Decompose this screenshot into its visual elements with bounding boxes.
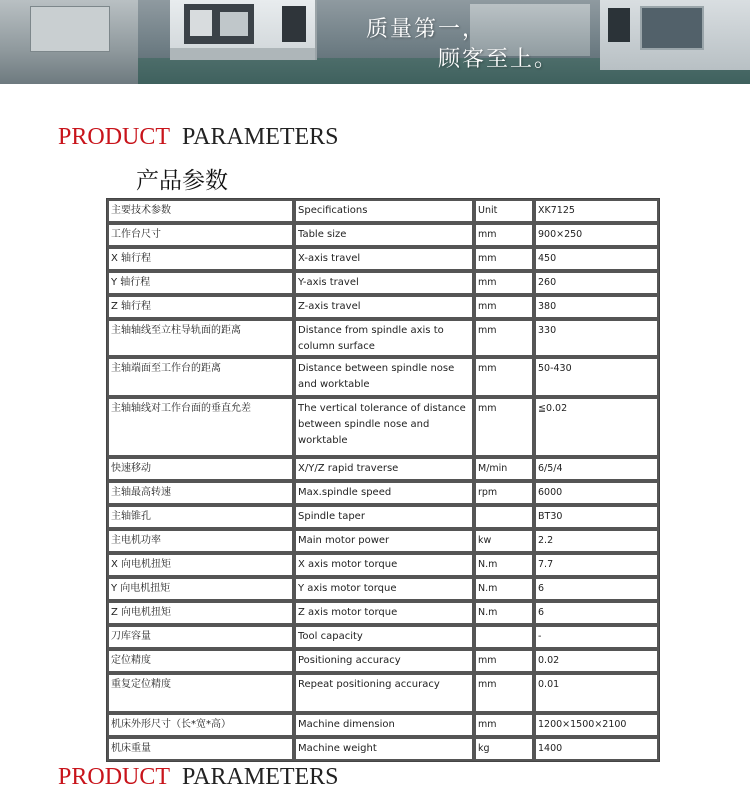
banner-machine-right [600,0,750,70]
parameters-table [106,198,660,762]
param-name-cn: 主要技术参数 [107,199,294,223]
param-name-cn: 快速移动 [107,457,294,481]
param-value: 6000 [534,481,659,505]
param-unit: M/min [474,457,534,481]
param-unit [474,505,534,529]
banner-machine-center [170,0,317,60]
param-unit: mm [474,319,534,357]
param-name-cn: X 轴行程 [107,247,294,271]
param-value: ≦0.02 [534,397,659,457]
param-name-en: Distance between spindle nose and worktable [294,357,474,397]
table-row [107,247,659,271]
table-row [107,319,659,357]
table-row [107,397,659,457]
heading-parameters-word: PARAMETERS [182,764,339,790]
param-name-cn: 主电机功率 [107,529,294,553]
param-name-en: Machine dimension [294,713,474,737]
table-row [107,553,659,577]
param-name-en: Specifications [294,199,474,223]
table-row [107,649,659,673]
param-name-cn: X 向电机扭矩 [107,553,294,577]
param-name-en: X-axis travel [294,247,474,271]
param-name-cn: 主轴最高转速 [107,481,294,505]
param-unit: mm [474,397,534,457]
param-value: XK7125 [534,199,659,223]
param-value: BT30 [534,505,659,529]
param-unit: kw [474,529,534,553]
param-value: 7.7 [534,553,659,577]
table-row [107,481,659,505]
param-value: 2.2 [534,529,659,553]
param-unit: rpm [474,481,534,505]
param-value: 380 [534,295,659,319]
param-name-cn: 机床重量 [107,737,294,761]
param-name-en: Tool capacity [294,625,474,649]
param-unit: Unit [474,199,534,223]
table-row [107,529,659,553]
table-row [107,505,659,529]
param-unit: mm [474,271,534,295]
param-name-cn: 定位精度 [107,649,294,673]
param-unit: mm [474,247,534,271]
param-name-en: Repeat positioning accuracy [294,673,474,713]
table-row [107,457,659,481]
banner-slogan-line1: 质量第一， [366,17,487,42]
table-row [107,673,659,713]
param-name-cn: 主轴锥孔 [107,505,294,529]
table-row [107,357,659,397]
param-name-en: Z axis motor torque [294,601,474,625]
section-heading [58,124,339,151]
param-name-cn: 机床外形尺寸（长*宽*高） [107,713,294,737]
param-unit: mm [474,223,534,247]
param-name-cn: 主轴轴线至立柱导轨面的距离 [107,319,294,357]
param-name-cn: Y 向电机扭矩 [107,577,294,601]
param-value: 450 [534,247,659,271]
table-row [107,223,659,247]
table-row [107,737,659,761]
param-name-cn: 工作台尺寸 [107,223,294,247]
param-value: 260 [534,271,659,295]
param-name-cn: Z 向电机扭矩 [107,601,294,625]
param-value: 6 [534,577,659,601]
param-name-en: Y-axis travel [294,271,474,295]
param-value: - [534,625,659,649]
param-name-cn: Y 轴行程 [107,271,294,295]
param-unit: mm [474,673,534,713]
table-row [107,601,659,625]
banner-slogan-line2: 顾客至上。 [438,47,559,72]
param-name-en: Main motor power [294,529,474,553]
heading-parameters-word: PARAMETERS [182,124,339,150]
table-row [107,713,659,737]
param-value: 0.02 [534,649,659,673]
param-name-en: Spindle taper [294,505,474,529]
param-name-cn: 刀库容量 [107,625,294,649]
param-name-en: Z-axis travel [294,295,474,319]
param-name-en: X axis motor torque [294,553,474,577]
param-value: 1400 [534,737,659,761]
param-name-en: Max.spindle speed [294,481,474,505]
param-name-cn: 重复定位精度 [107,673,294,713]
param-name-cn: Z 轴行程 [107,295,294,319]
table-row [107,625,659,649]
param-name-en: Y axis motor torque [294,577,474,601]
param-value: 1200×1500×2100 [534,713,659,737]
param-unit: N.m [474,577,534,601]
table-row [107,295,659,319]
param-unit: mm [474,295,534,319]
table-row [107,271,659,295]
header-banner [0,0,750,84]
param-unit: mm [474,649,534,673]
parameters-table-body [107,199,659,761]
param-name-en: The vertical tolerance of distance between spindle nose and worktable [294,397,474,457]
table-row [107,199,659,223]
section-heading-repeat [58,764,339,791]
param-value: 330 [534,319,659,357]
param-unit [474,625,534,649]
param-unit: kg [474,737,534,761]
table-row [107,577,659,601]
param-unit: N.m [474,553,534,577]
param-name-en: Table size [294,223,474,247]
param-unit: N.m [474,601,534,625]
param-unit: mm [474,357,534,397]
param-value: 6/5/4 [534,457,659,481]
param-value: 0.01 [534,673,659,713]
param-name-cn: 主轴端面至工作台的距离 [107,357,294,397]
param-name-en: Machine weight [294,737,474,761]
param-name-en: Distance from spindle axis to column surface [294,319,474,357]
heading-product-word: PRODUCT [58,764,171,790]
section-subheading-chinese: 产品参数 [136,168,228,194]
param-name-cn: 主轴轴线对工作台面的垂直允差 [107,397,294,457]
param-name-en: X/Y/Z rapid traverse [294,457,474,481]
param-value: 50-430 [534,357,659,397]
heading-product-word: PRODUCT [58,124,171,150]
param-value: 900×250 [534,223,659,247]
param-name-en: Positioning accuracy [294,649,474,673]
param-value: 6 [534,601,659,625]
param-unit: mm [474,713,534,737]
banner-machine-left [0,0,138,84]
